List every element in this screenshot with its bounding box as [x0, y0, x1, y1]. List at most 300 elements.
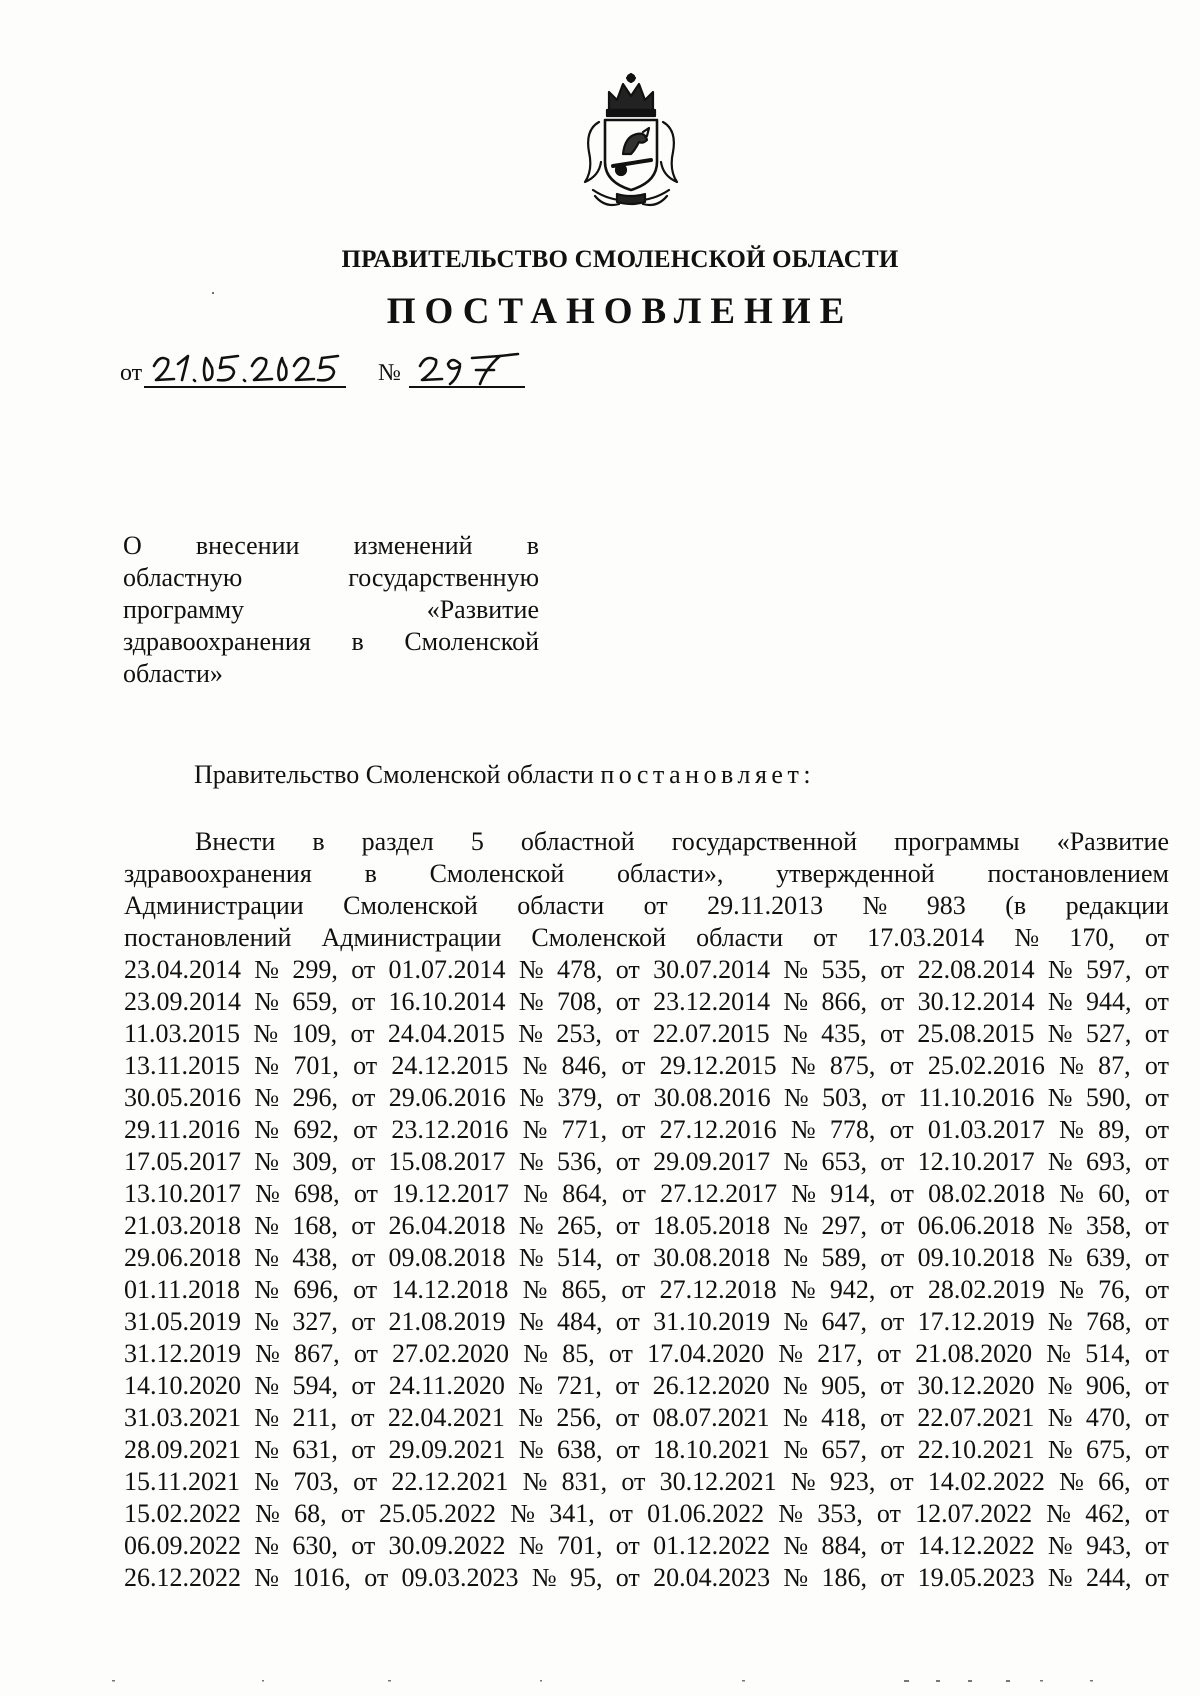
body-word: № — [255, 1339, 280, 1368]
body-word: от — [340, 1499, 365, 1528]
body-word: 309, — [292, 1147, 338, 1176]
body-word: 256, — [556, 1403, 602, 1432]
body-word: от — [351, 1531, 376, 1560]
body-word: 13.10.2017 — [124, 1179, 241, 1208]
body-word: № — [783, 1531, 809, 1560]
body-word: № — [783, 1243, 809, 1272]
body-word: от — [880, 1307, 905, 1336]
body-word: утвержденной — [776, 859, 935, 888]
body-word: 29.12.2015 — [659, 1051, 777, 1080]
body-word: № — [254, 1147, 280, 1176]
body-word: от — [351, 1435, 376, 1464]
body-word: от — [880, 1403, 905, 1432]
body-word: 22.08.2014 — [917, 955, 1035, 984]
body-word: 867, — [294, 1339, 340, 1368]
body-line — [124, 858, 1169, 890]
body-word: № — [778, 1339, 804, 1368]
body-word: от — [889, 1467, 914, 1496]
body-line — [124, 1306, 1169, 1338]
body-word: в — [364, 859, 377, 888]
body-word: 87, — [1098, 1051, 1131, 1080]
body-word: 244, — [1086, 1563, 1132, 1592]
body-word: 66, — [1098, 1467, 1131, 1496]
body-word: редакции — [1065, 891, 1169, 920]
body-line — [124, 1530, 1169, 1562]
body-word: от — [880, 1435, 905, 1464]
body-word: 657, — [821, 1435, 867, 1464]
body-word: 25.05.2022 — [379, 1499, 497, 1528]
body-word: № — [518, 1403, 543, 1432]
body-word: от — [880, 1019, 905, 1048]
body-line — [124, 1050, 1169, 1082]
body-word: 875, — [829, 1051, 876, 1080]
body-word: 846, — [561, 1051, 608, 1080]
coat-of-arms-emblem — [565, 70, 697, 210]
body-word: № — [791, 1179, 817, 1208]
body-word: от — [621, 1275, 646, 1304]
body-line — [124, 1018, 1169, 1050]
body-word: от — [1144, 1115, 1169, 1144]
body-word: 631, — [292, 1435, 338, 1464]
body-word: 435, — [821, 1019, 867, 1048]
body-word: 647, — [821, 1307, 867, 1336]
body-word: № — [254, 1243, 280, 1272]
body-word: 30.09.2022 — [388, 1531, 506, 1560]
body-word: 17.12.2019 — [917, 1307, 1035, 1336]
body-word: 696, — [293, 1275, 339, 1304]
body-word: от — [351, 1083, 376, 1112]
body-word: № — [254, 1371, 280, 1400]
body-word: 30.05.2016 — [124, 1083, 241, 1112]
body-word: 01.11.2018 — [124, 1275, 241, 1304]
body-word: от — [1144, 1179, 1169, 1208]
body-word: № — [254, 1435, 280, 1464]
body-word: от — [621, 1115, 646, 1144]
body-word: № — [522, 1467, 548, 1496]
body-word: 14.12.2022 — [917, 1531, 1035, 1560]
body-word: 703, — [293, 1467, 339, 1496]
body-word: 29.06.2016 — [388, 1083, 506, 1112]
body-word: № — [783, 1563, 809, 1592]
body-word: № — [518, 1211, 544, 1240]
body-word: 06.09.2022 — [124, 1531, 241, 1560]
body-word: № — [1046, 1339, 1072, 1368]
body-word: 25.08.2015 — [917, 1019, 1035, 1048]
body-word: 14.10.2020 — [124, 1371, 241, 1400]
body-word: № — [783, 987, 809, 1016]
body-word: 693, — [1086, 1147, 1132, 1176]
body-word: 503, — [822, 1083, 868, 1112]
body-word: Администрации — [124, 891, 304, 920]
body-word: здравоохранения — [124, 859, 312, 888]
body-word: от — [880, 1083, 905, 1112]
body-word: 22.10.2021 — [917, 1435, 1035, 1464]
handwritten-number — [414, 350, 524, 390]
body-word: 29.11.2013 — [707, 891, 824, 920]
document-subject — [123, 530, 539, 690]
decree-statement — [194, 760, 815, 790]
body-word: 22.07.2021 — [917, 1403, 1035, 1432]
body-word: № — [254, 1115, 280, 1144]
body-word: № — [523, 1339, 549, 1368]
body-word: 353, — [817, 1499, 863, 1528]
body-word: 01.12.2022 — [653, 1531, 771, 1560]
body-word: 470, — [1085, 1403, 1132, 1432]
body-word: 831, — [561, 1467, 608, 1496]
body-word: от — [880, 1211, 905, 1240]
body-word: от — [876, 1339, 901, 1368]
body-word: 20.04.2023 — [653, 1563, 771, 1592]
scan-artifact-dots — [0, 1678, 1200, 1684]
body-word: № — [254, 1467, 280, 1496]
body-word: 639, — [1086, 1243, 1132, 1272]
body-word: 265, — [556, 1211, 603, 1240]
body-word: 27.12.2018 — [659, 1275, 777, 1304]
body-word: 11.10.2016 — [918, 1083, 1035, 1112]
body-word: № — [1059, 1115, 1084, 1144]
body-word: № — [518, 1435, 544, 1464]
body-line — [124, 954, 1169, 986]
body-word: 30.07.2014 — [653, 955, 771, 984]
body-word: 27.02.2020 — [392, 1339, 510, 1368]
body-word: области», — [617, 859, 724, 888]
body-word: 28.09.2021 — [124, 1435, 241, 1464]
body-word: 27.12.2017 — [660, 1179, 778, 1208]
body-word: от — [608, 1339, 633, 1368]
subject-line: области» — [123, 659, 223, 688]
body-word: 30.12.2014 — [917, 987, 1035, 1016]
body-word: области — [517, 891, 605, 920]
body-word: 514, — [1085, 1339, 1131, 1368]
body-word: постановлением — [987, 859, 1169, 888]
body-word: от — [889, 1051, 914, 1080]
body-word: № — [1047, 1243, 1073, 1272]
body-word: 14.12.2018 — [391, 1275, 509, 1304]
body-word: 906, — [1085, 1371, 1132, 1400]
body-line — [124, 1338, 1169, 1370]
body-word: от — [615, 1403, 640, 1432]
body-word: № — [518, 1147, 544, 1176]
body-word: № — [783, 1435, 809, 1464]
body-word: Смоленской — [429, 859, 565, 888]
body-word: № — [1059, 1467, 1084, 1496]
subject-line: областную государственную — [123, 563, 539, 592]
body-word: 866, — [821, 987, 867, 1016]
body-word: от — [616, 1083, 641, 1112]
body-word: 31.05.2019 — [124, 1307, 241, 1336]
body-word: от — [889, 1115, 914, 1144]
body-word: 31.03.2021 — [124, 1403, 241, 1432]
body-word: 89, — [1098, 1115, 1131, 1144]
body-word: от — [1144, 1531, 1169, 1560]
body-word: № — [254, 1083, 280, 1112]
body-word: 68, — [294, 1499, 327, 1528]
body-word: № — [1059, 1179, 1085, 1208]
body-word: от — [876, 1499, 901, 1528]
body-line — [124, 1178, 1169, 1210]
body-word: 527, — [1085, 1019, 1132, 1048]
body-word: № — [1014, 923, 1040, 952]
body-word: 299, — [292, 955, 338, 984]
body-word: № — [1059, 1051, 1084, 1080]
body-word: 29.09.2021 — [388, 1435, 506, 1464]
body-word: 253, — [556, 1019, 602, 1048]
body-word: 211, — [292, 1403, 338, 1432]
body-word: 21.08.2019 — [388, 1307, 506, 1336]
body-word: № — [790, 1051, 816, 1080]
body-word: раздел — [361, 827, 434, 856]
body-word: 597, — [1086, 955, 1132, 984]
body-word: № — [518, 1371, 543, 1400]
document-body — [124, 826, 1169, 1594]
body-word: № — [1047, 1083, 1073, 1112]
body-word: 589, — [821, 1243, 867, 1272]
body-word: от — [880, 1563, 905, 1592]
body-word: 15.08.2017 — [388, 1147, 506, 1176]
body-word: от — [1144, 987, 1169, 1016]
body-word: № — [254, 1211, 280, 1240]
body-word: от — [351, 1243, 376, 1272]
body-word: № — [254, 1307, 280, 1336]
body-word: № — [254, 1563, 280, 1592]
body-word: № — [254, 1403, 280, 1432]
body-word: от — [1144, 1499, 1169, 1528]
body-word: 983 — [926, 891, 966, 920]
body-word: 09.03.2023 — [401, 1563, 519, 1592]
body-word: № — [790, 1467, 816, 1496]
body-word: от — [1144, 1275, 1169, 1304]
body-word: 675, — [1086, 1435, 1132, 1464]
body-word: 06.06.2018 — [917, 1211, 1035, 1240]
body-word: 942, — [829, 1275, 876, 1304]
body-word: 76, — [1098, 1275, 1131, 1304]
body-word: 22.07.2015 — [652, 1019, 770, 1048]
body-word: № — [1047, 1307, 1073, 1336]
body-word: 12.10.2017 — [917, 1147, 1035, 1176]
body-word: от — [889, 1275, 914, 1304]
body-word: от — [1144, 1243, 1169, 1272]
body-word: от — [353, 1339, 378, 1368]
body-word: 01.07.2014 — [388, 955, 506, 984]
body-word: 15.02.2022 — [124, 1499, 241, 1528]
body-word: 31.10.2019 — [653, 1307, 771, 1336]
body-word: «Развитие — [1056, 827, 1169, 856]
body-word: от — [615, 1435, 640, 1464]
body-word: 30.08.2018 — [653, 1243, 771, 1272]
body-word: от — [1144, 1083, 1169, 1112]
body-word: № — [518, 987, 544, 1016]
body-word: 22.12.2021 — [391, 1467, 509, 1496]
body-word: № — [862, 891, 888, 920]
body-line — [124, 1114, 1169, 1146]
body-word: от — [351, 987, 376, 1016]
body-word: от — [1144, 1307, 1169, 1336]
number-prefix: № — [378, 360, 401, 386]
body-word: № — [522, 1115, 548, 1144]
body-word: 771, — [561, 1115, 608, 1144]
body-word: от — [615, 1211, 640, 1240]
body-word: 168, — [292, 1211, 338, 1240]
handwritten-date — [148, 350, 344, 390]
body-word: 923, — [829, 1467, 876, 1496]
body-word: от — [1144, 923, 1169, 952]
body-word: 28.02.2019 — [927, 1275, 1045, 1304]
body-word: 30.08.2016 — [653, 1083, 771, 1112]
body-word: Смоленской — [343, 891, 478, 920]
body-word: 186, — [821, 1563, 867, 1592]
body-word: 659, — [292, 987, 338, 1016]
body-line — [124, 890, 1169, 922]
body-word: 18.05.2018 — [653, 1211, 771, 1240]
body-word: 16.10.2014 — [388, 987, 506, 1016]
body-word: № — [1047, 1531, 1073, 1560]
body-word: № — [783, 1307, 809, 1336]
decree-text: Правительство Смоленской области — [194, 760, 601, 789]
body-word: 701, — [556, 1531, 603, 1560]
body-word: 23.12.2014 — [653, 987, 771, 1016]
body-word: № — [1047, 1371, 1073, 1400]
body-word: 905, — [821, 1371, 867, 1400]
body-word: 692, — [293, 1115, 339, 1144]
body-word: 884, — [821, 1531, 867, 1560]
body-line — [124, 1370, 1169, 1402]
body-word: от — [1144, 955, 1169, 984]
body-word: 26.12.2022 — [124, 1563, 241, 1592]
body-line — [124, 1146, 1169, 1178]
body-word: 778, — [829, 1115, 876, 1144]
body-word: областной — [520, 827, 635, 856]
body-word: 31.12.2019 — [124, 1339, 241, 1368]
body-word: 418, — [821, 1403, 867, 1432]
body-word: 22.04.2021 — [387, 1403, 505, 1432]
body-word: 698, — [294, 1179, 340, 1208]
body-word: 27.12.2016 — [659, 1115, 777, 1144]
body-word: № — [254, 1051, 280, 1080]
body-word: от — [353, 1275, 378, 1304]
body-line — [124, 1402, 1169, 1434]
body-word: № — [782, 1403, 808, 1432]
body-word: 95, — [569, 1563, 603, 1592]
document-type-title: ПОСТАНОВЛЕНИЕ — [386, 291, 854, 332]
body-word: от — [1144, 1371, 1169, 1400]
body-word: 26.04.2018 — [388, 1211, 506, 1240]
body-word: Внести — [195, 827, 276, 856]
body-word: № — [783, 1147, 809, 1176]
subject-line: О внесении изменений в — [123, 531, 539, 560]
body-word: 19.12.2017 — [392, 1179, 510, 1208]
body-word: № — [518, 1531, 544, 1560]
body-word: 5 — [470, 827, 484, 856]
body-word: программы — [894, 827, 1020, 856]
body-word: № — [254, 955, 280, 984]
body-line — [124, 826, 1169, 858]
body-word: 19.05.2023 — [917, 1563, 1035, 1592]
body-word: от — [351, 955, 376, 984]
body-word: от — [615, 1563, 640, 1592]
body-word: 478, — [556, 955, 603, 984]
body-word: от — [1144, 1147, 1169, 1176]
body-word: 865, — [561, 1275, 608, 1304]
body-word: 21.03.2018 — [124, 1211, 241, 1240]
body-word: 721, — [556, 1371, 602, 1400]
body-word: № — [518, 1307, 544, 1336]
body-word: 438, — [292, 1243, 338, 1272]
body-word: 24.12.2015 — [391, 1051, 509, 1080]
body-word: от — [351, 1147, 376, 1176]
body-line — [124, 1210, 1169, 1242]
body-word: № — [255, 1179, 280, 1208]
body-word: № — [782, 1371, 808, 1400]
body-word: 708, — [556, 987, 603, 1016]
body-word: от — [621, 1051, 646, 1080]
body-word: 11.03.2015 — [124, 1019, 241, 1048]
body-word: 85, — [562, 1339, 595, 1368]
body-word: 25.02.2016 — [927, 1051, 1045, 1080]
body-word: № — [1047, 1403, 1073, 1432]
body-word: от — [1144, 1563, 1169, 1592]
body-word: 701, — [293, 1051, 339, 1080]
body-word: от — [615, 1371, 640, 1400]
body-word: 24.04.2015 — [387, 1019, 505, 1048]
body-word: от — [1144, 1339, 1169, 1368]
body-word: Администрации — [321, 923, 502, 952]
body-word: № — [1059, 1275, 1084, 1304]
body-word: 08.07.2021 — [652, 1403, 770, 1432]
body-word: 60, — [1098, 1179, 1131, 1208]
body-word: от — [880, 955, 905, 984]
body-word: № — [518, 1243, 544, 1272]
body-word: 17.04.2020 — [647, 1339, 765, 1368]
body-line — [124, 1498, 1169, 1530]
body-word: № — [790, 1275, 816, 1304]
body-word: 341, — [549, 1499, 595, 1528]
body-word: от — [1144, 1435, 1169, 1464]
body-word: 12.07.2022 — [915, 1499, 1033, 1528]
body-line — [124, 986, 1169, 1018]
body-word: 17.03.2014 — [867, 923, 985, 952]
body-word: 08.02.2018 — [928, 1179, 1046, 1208]
body-word: № — [1047, 1435, 1073, 1464]
body-word: № — [782, 1019, 808, 1048]
body-word: от — [615, 1019, 640, 1048]
body-word: от — [353, 1115, 378, 1144]
body-word: 14.02.2022 — [927, 1467, 1045, 1496]
body-word: 914, — [830, 1179, 876, 1208]
body-word: от — [364, 1563, 389, 1592]
body-word: 29.09.2017 — [653, 1147, 771, 1176]
body-line — [124, 1562, 1169, 1594]
body-word: 109, — [291, 1019, 338, 1048]
body-word: Смоленской — [531, 923, 667, 952]
body-word: от — [1144, 1019, 1169, 1048]
body-word: 30.12.2020 — [917, 1371, 1035, 1400]
body-word: № — [790, 1115, 816, 1144]
body-word: № — [1047, 987, 1073, 1016]
body-word: 217, — [817, 1339, 863, 1368]
body-word: № — [254, 987, 280, 1016]
date-prefix: от — [120, 360, 143, 386]
body-word: от — [880, 1371, 905, 1400]
subject-line: программу «Развитие — [123, 595, 539, 624]
body-word: 30.12.2021 — [659, 1467, 777, 1496]
body-word: государственной — [671, 827, 858, 856]
body-word: (в — [1005, 891, 1027, 920]
body-word: 23.12.2016 — [391, 1115, 509, 1144]
body-word: № — [1047, 1563, 1073, 1592]
body-word: от — [615, 1243, 640, 1272]
body-line — [124, 1274, 1169, 1306]
body-word: 296, — [292, 1083, 339, 1112]
